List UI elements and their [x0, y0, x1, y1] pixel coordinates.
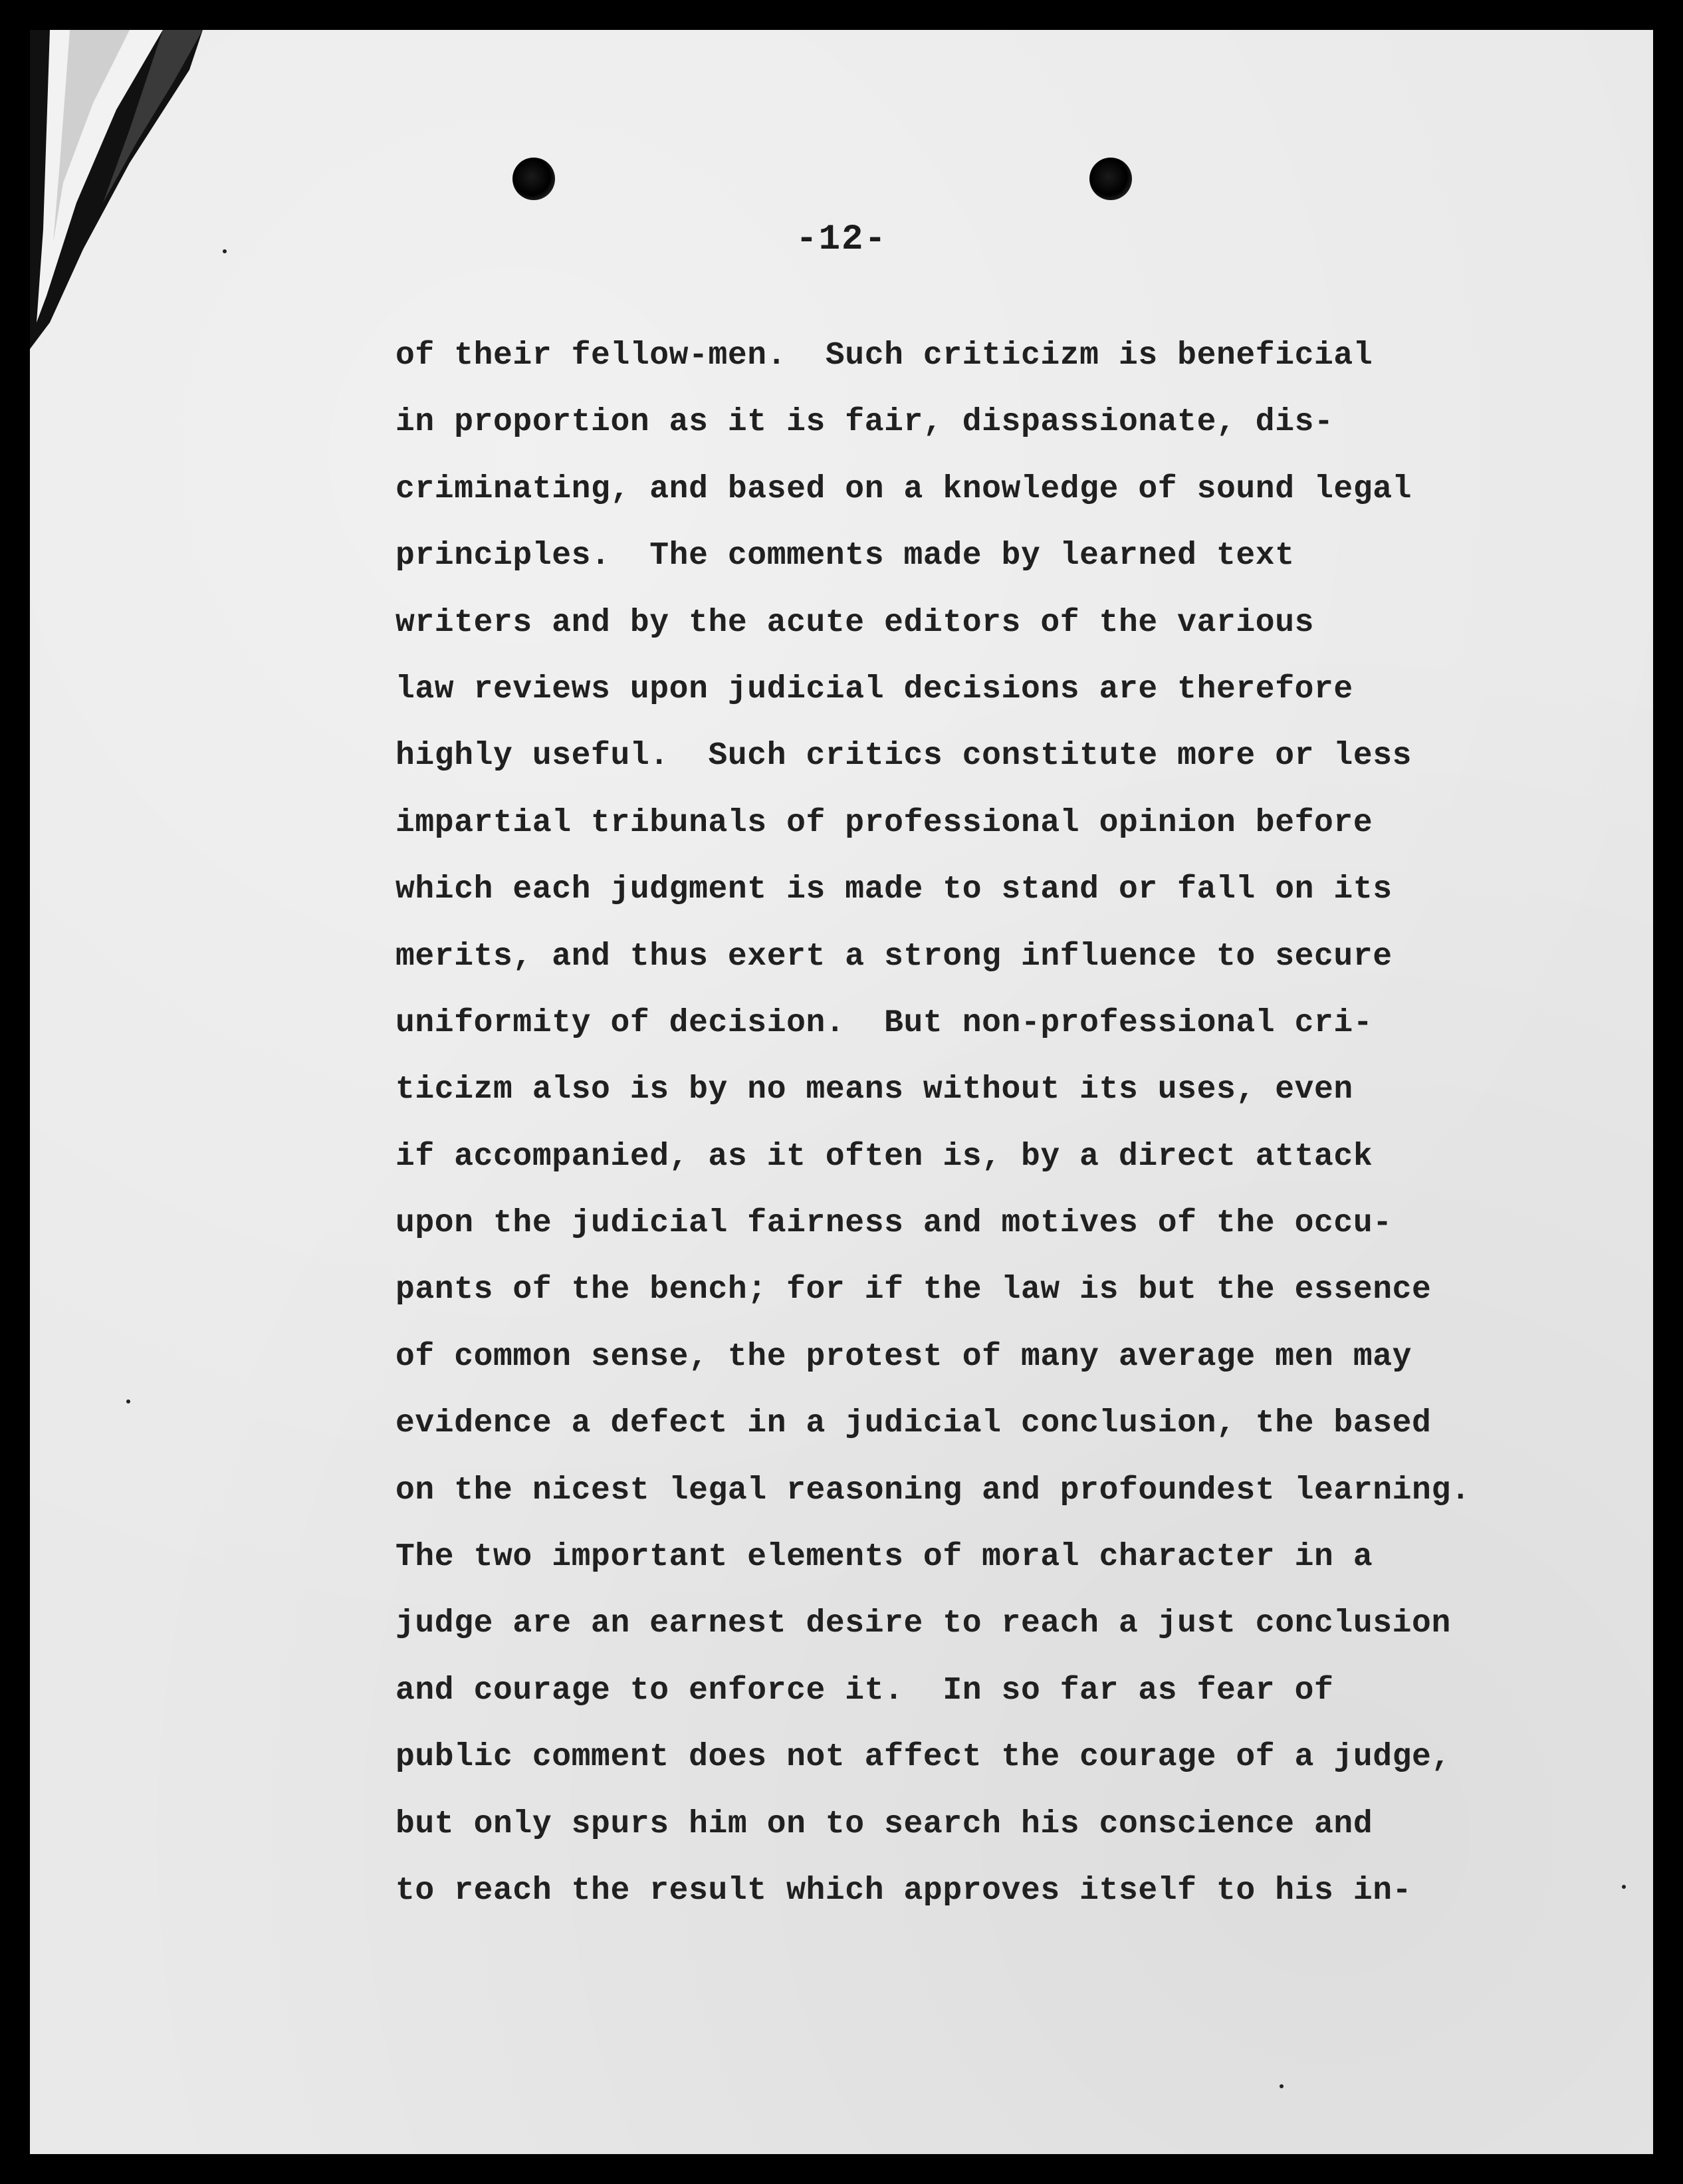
text-line: which each judgment is made to stand or fall on its [395, 872, 1393, 908]
speck [126, 1399, 130, 1403]
text-line: in proportion as it is fair, dispassionate, dis- [395, 404, 1334, 441]
text-line: and courage to enforce it. In so far as fear of [395, 1672, 1334, 1709]
speck [1622, 1885, 1626, 1889]
speck [1280, 2084, 1284, 2088]
text-line: to reach the result which approves itself to his in- [395, 1872, 1412, 1909]
text-line: principles. The comments made by learned text [395, 538, 1295, 574]
text-line: of common sense, the protest of many average men may [395, 1338, 1412, 1375]
text-line: criminating, and based on a knowledge of sound legal [395, 471, 1412, 507]
text-line: evidence a defect in a judicial conclusion, the based [395, 1405, 1432, 1442]
punch-hole-right [1089, 158, 1132, 200]
text-line: merits, and thus exert a strong influence to secure [395, 938, 1393, 975]
text-line: uniformity of decision. But non-professional cri- [395, 1005, 1373, 1041]
page-number: -12- [796, 219, 887, 260]
text-line: if accompanied, as it often is, by a direct attack [395, 1138, 1373, 1175]
text-line: law reviews upon judicial decisions are therefore [395, 671, 1353, 707]
text-line: public comment does not affect the courage of a judge, [395, 1739, 1451, 1776]
text-line: but only spurs him on to search his conscience and [395, 1806, 1373, 1842]
typewritten-page [30, 30, 1653, 2154]
text-line: of their fellow-men. Such criticizm is beneficial [395, 338, 1373, 374]
text-line: impartial tribunals of professional opinion before [395, 804, 1373, 841]
text-line: writers and by the acute editors of the various [395, 604, 1315, 641]
body-paragraph [395, 322, 1592, 1924]
text-line: pants of the bench; for if the law is but the essence [395, 1272, 1432, 1308]
text-line: The two important elements of moral character in a [395, 1539, 1373, 1576]
text-line: on the nicest legal reasoning and profoundest learning. [395, 1472, 1471, 1509]
text-line: upon the judicial fairness and motives of the occu- [395, 1205, 1393, 1242]
text-line: highly useful. Such critics constitute more or less [395, 738, 1412, 775]
punch-hole-left [512, 158, 555, 200]
text-line: judge are an earnest desire to reach a just conclusion [395, 1606, 1451, 1642]
folded-corner [30, 30, 229, 349]
text-line: ticizm also is by no means without its uses, even [395, 1072, 1353, 1108]
